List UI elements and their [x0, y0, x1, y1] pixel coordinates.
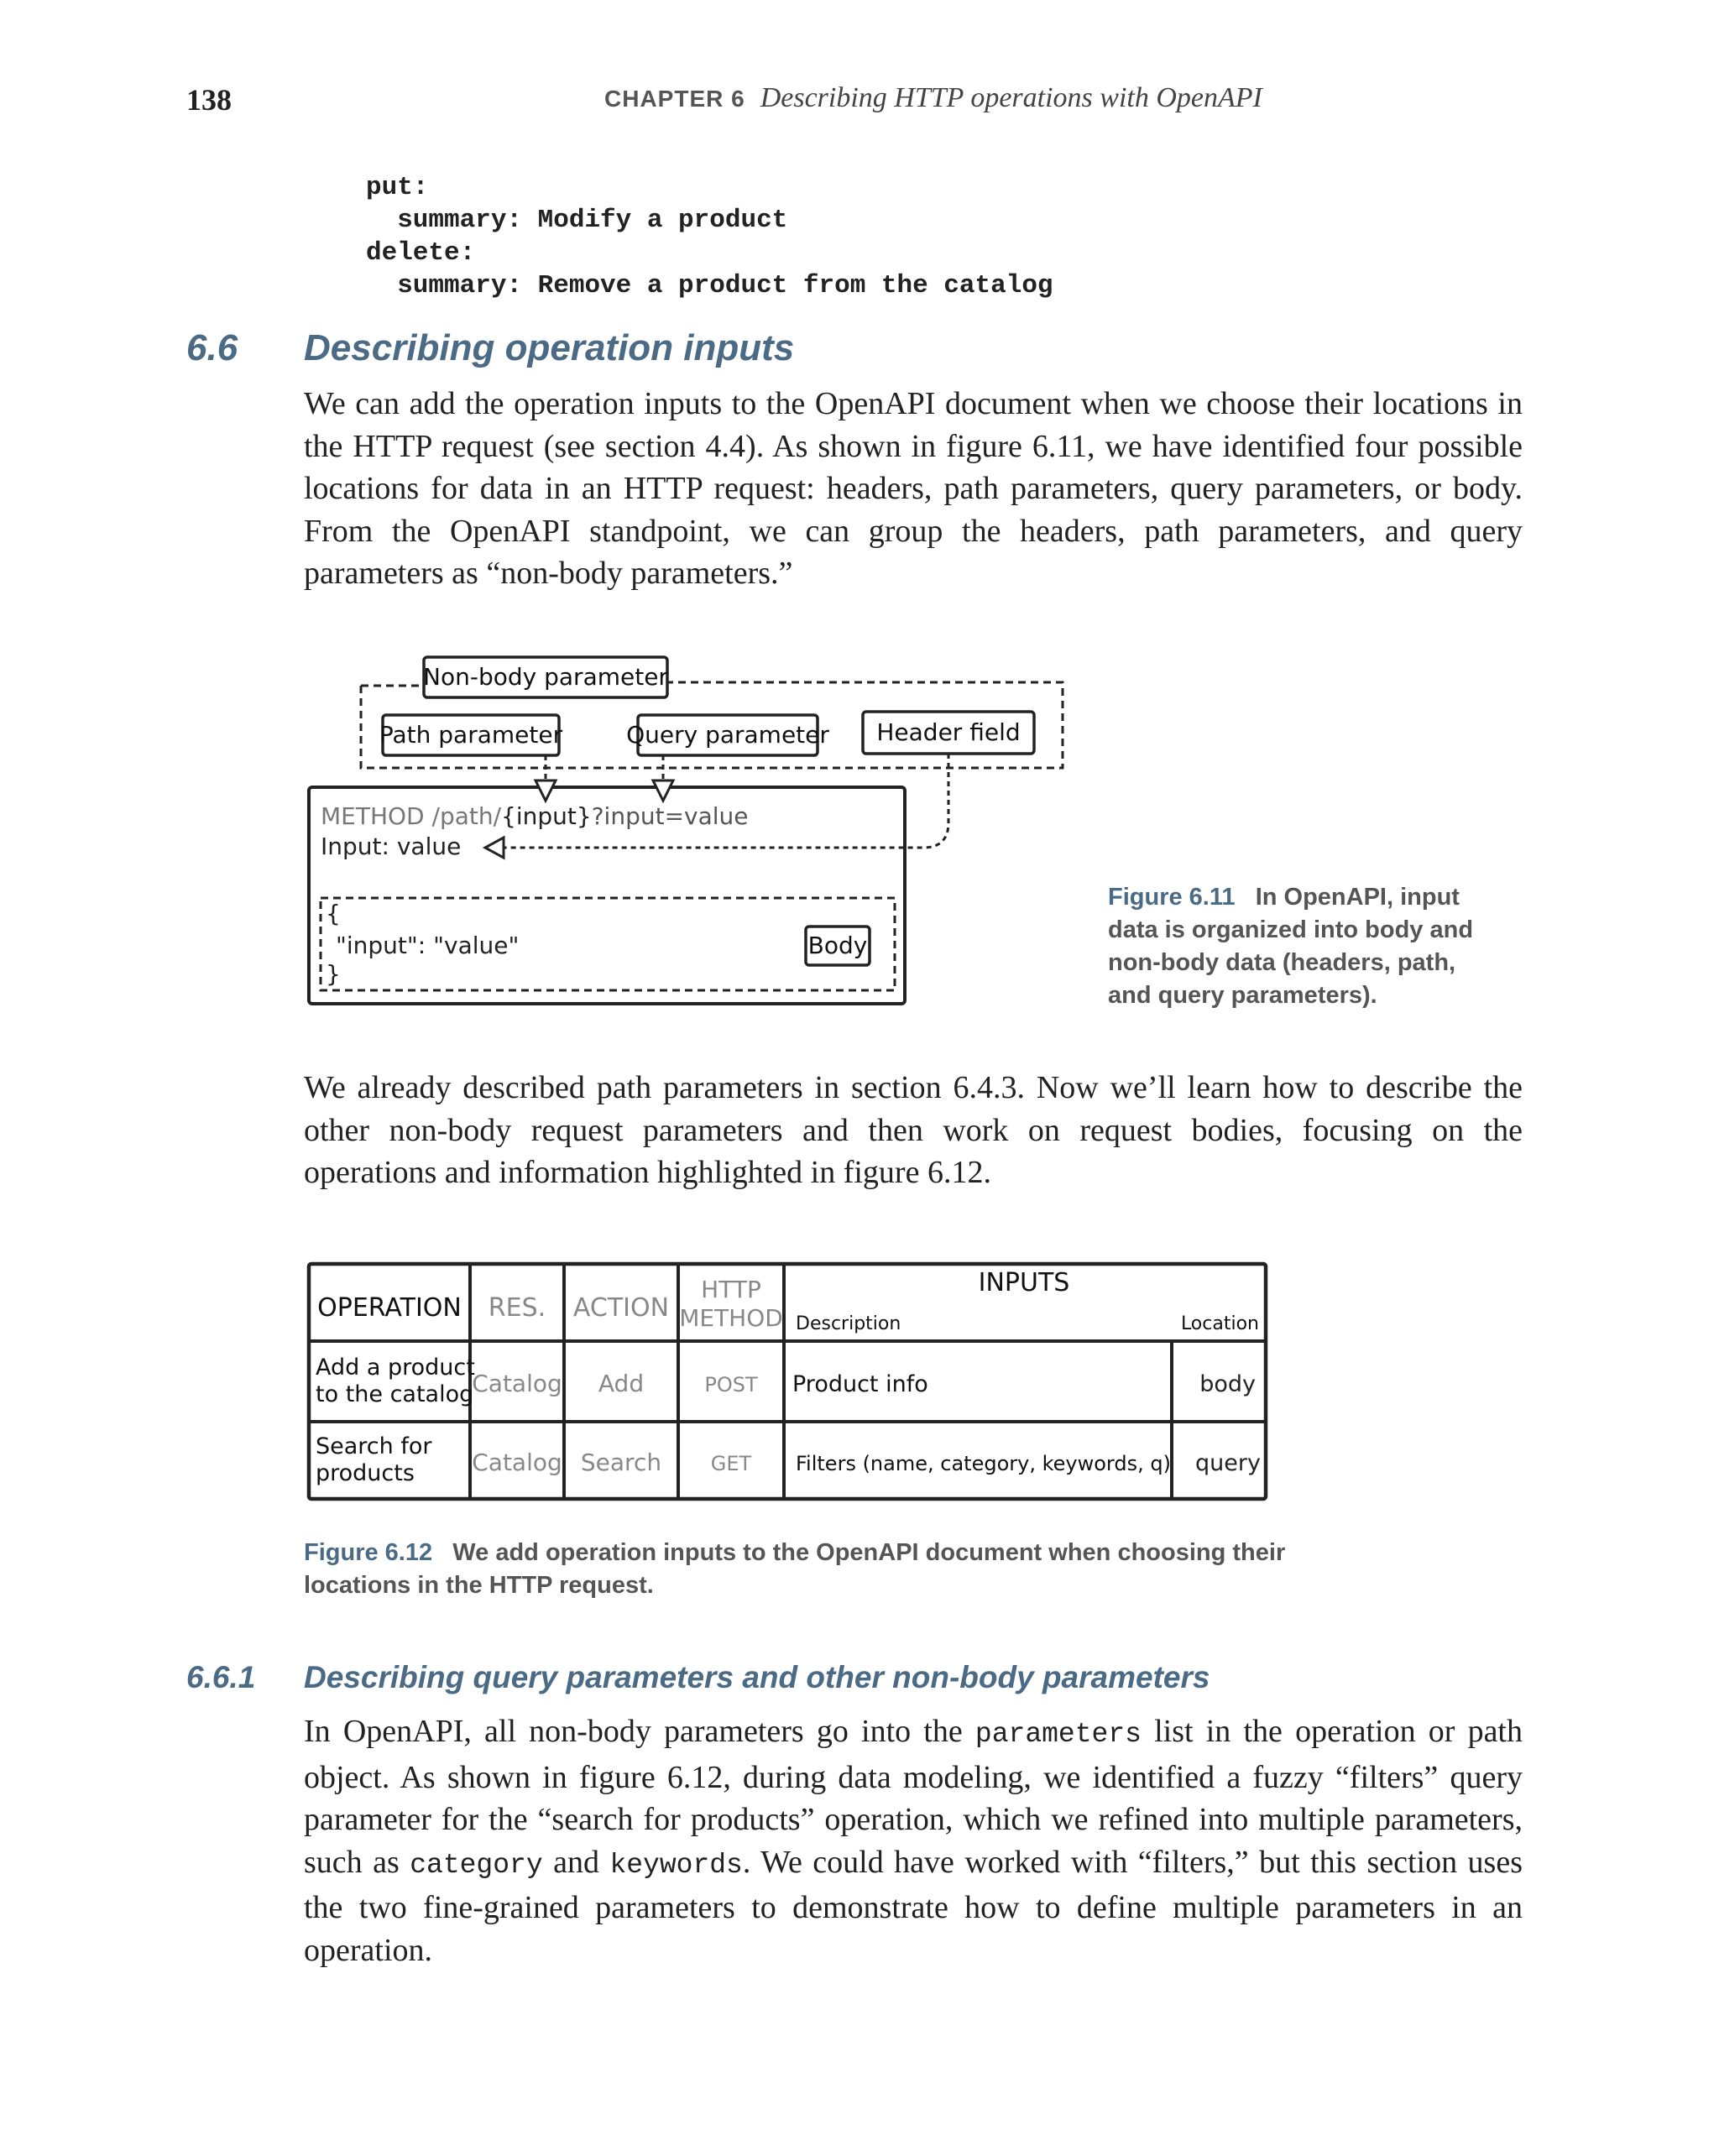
- inline-code-keywords: keywords: [609, 1849, 743, 1881]
- row-1-operation-1: Add a product: [316, 1355, 475, 1381]
- row-1-operation-2: to the catalog: [316, 1381, 474, 1407]
- row-2-operation-2: products: [316, 1460, 415, 1486]
- row-2-res: Catalog: [472, 1449, 562, 1476]
- body-close-brace: }: [326, 960, 341, 988]
- header-http-1: HTTP: [701, 1276, 761, 1303]
- caption-number: Figure 6.12: [304, 1539, 433, 1566]
- code-block-top: [366, 171, 1053, 302]
- row-1-method: POST: [704, 1373, 758, 1396]
- header-action: ACTION: [572, 1293, 670, 1323]
- request-method-path: METHOD /path/: [321, 802, 502, 830]
- body-label: Body: [807, 932, 868, 959]
- subsection-number: 6.6.1: [186, 1660, 256, 1694]
- body-open-brace: {: [326, 900, 341, 927]
- row-2-description: Filters (name, category, keywords, q): [796, 1452, 1171, 1475]
- header-inputs: INPUTS: [978, 1268, 1070, 1297]
- row-1-description: Product info: [792, 1371, 928, 1397]
- paragraph-text: list in the operation or path object. As shown in figure 6.12, during data modeling, we identified a fuzzy “filters” query parameter for the “search for products” operation, which we refined into multiple parameters, such as: [304, 1714, 1523, 1880]
- header-location: Location: [1180, 1313, 1259, 1334]
- header-operation: OPERATION: [317, 1293, 462, 1323]
- request-path-input: {input}: [501, 802, 592, 830]
- query-parameter-label: Query parameter: [626, 721, 829, 749]
- request-header-line: Input: value: [321, 833, 462, 860]
- paragraph-text: . We could have worked with “filters,” but this section uses the two fine-grained parameters to demonstrate how to define multiple parameters in an operation.: [304, 1844, 1523, 1968]
- caption-number: Figure 6.11: [1108, 884, 1236, 911]
- header-field-label: Header field: [876, 718, 1021, 746]
- row-1-action: Add: [598, 1370, 645, 1397]
- figure-6-12-caption: [304, 1537, 1479, 1602]
- header-res: RES.: [488, 1293, 546, 1323]
- caption-line-1: [304, 1537, 1479, 1569]
- subsection-title: Describing query parameters and other non-body parameters: [304, 1660, 1210, 1694]
- non-body-label: Non-body parameter: [423, 663, 668, 691]
- figure-6-11-caption: [1108, 881, 1494, 1012]
- figure-6-11-diagram: [294, 646, 1083, 1007]
- figure-6-12-table: [302, 1257, 1276, 1509]
- caption-text-2: locations in the HTTP request.: [304, 1572, 654, 1599]
- section-title: Describing operation inputs: [304, 327, 795, 368]
- body-paragraph: We can add the operation inputs to the OpenAPI document when we choose their locations in the HTTP request (see section 4.4). As shown in figure 6.11, we have identified four possible locations for data in an HTTP request: headers, path parameters, query parameters, or body. From the OpenAPI standpoint, we can group the headers, path parameters, and query parameters as “non-body parameters.”: [304, 386, 1523, 591]
- body-paragraph-3: [304, 1710, 1523, 1971]
- section-number: 6.6: [186, 327, 238, 368]
- path-parameter-label: Path parameter: [379, 721, 563, 749]
- code-line: put:: [366, 173, 429, 202]
- header-http-2: METHOD: [679, 1304, 783, 1332]
- row-2-location: query: [1195, 1450, 1261, 1476]
- caption-text: In OpenAPI, input data is organized into body and non-body data (headers, path, and query parameters).: [1108, 884, 1474, 1009]
- code-line: summary: Modify a product: [366, 206, 788, 235]
- running-header: [604, 82, 1262, 114]
- paragraph-text: and: [542, 1844, 610, 1880]
- request-query: ?input=value: [591, 802, 749, 830]
- caption-text-1: We add operation inputs to the OpenAPI document when choosing their: [452, 1539, 1286, 1566]
- code-line: delete:: [366, 238, 476, 268]
- request-line: [321, 802, 749, 830]
- chapter-title: Describing HTTP operations with OpenAPI: [760, 82, 1262, 113]
- inline-code-category: category: [410, 1849, 543, 1881]
- code-line: summary: Remove a product from the catalog: [366, 271, 1053, 300]
- row-1-res: Catalog: [472, 1370, 562, 1397]
- chapter-label: CHAPTER 6: [604, 86, 745, 112]
- row-2-operation-1: Search for: [316, 1433, 432, 1459]
- body-paragraph-2: We already described path parameters in section 6.4.3. Now we’ll learn how to describe the other non-body request parameters and then work on request bodies, focusing on the operations and information highlighted in figure 6.12.: [304, 1070, 1523, 1190]
- row-1-location: body: [1199, 1371, 1256, 1397]
- inline-code-parameters: parameters: [974, 1719, 1142, 1750]
- page-number: 138: [186, 83, 232, 117]
- paragraph-text: In OpenAPI, all non-body parameters go into the: [304, 1714, 975, 1749]
- body-content: "input": "value": [336, 932, 520, 959]
- header-description: Description: [796, 1313, 901, 1334]
- row-2-method: GET: [710, 1452, 752, 1475]
- row-2-action: Search: [580, 1449, 662, 1476]
